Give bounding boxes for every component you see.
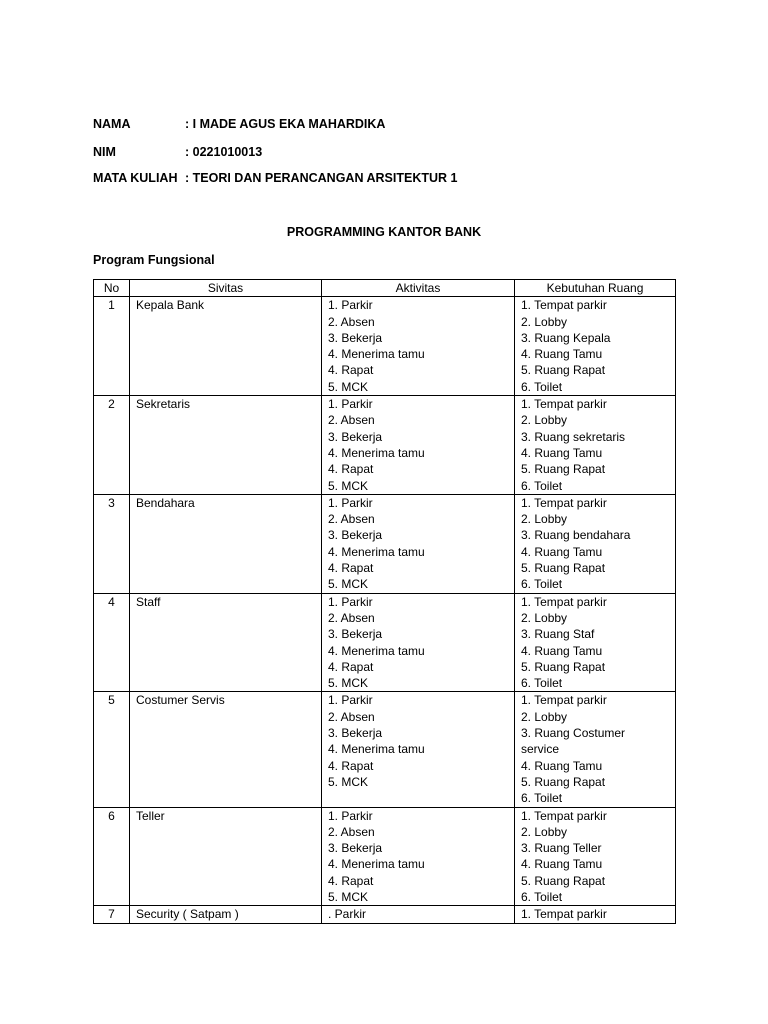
kebutuhan-cell xyxy=(515,906,676,923)
kebutuhan-cell xyxy=(515,807,676,906)
row-number: 6 xyxy=(94,807,130,906)
kebutuhan-item: 1. Tempat parkir xyxy=(521,808,607,823)
kebutuhan-item: 2. Lobby xyxy=(521,413,568,428)
kebutuhan-item: 3. Ruang sekretaris xyxy=(521,429,626,444)
kebutuhan-item: 1. Tempat parkir xyxy=(521,907,607,922)
kebutuhan-item: 4. Ruang Tamu xyxy=(521,445,603,460)
aktivitas-item: 3. Bekerja xyxy=(328,330,383,345)
column-header-kebutuhan: Kebutuhan Ruang xyxy=(515,280,676,297)
aktivitas-item: 4. Menerima tamu xyxy=(328,643,425,658)
kebutuhan-item: 2. Lobby xyxy=(521,709,568,724)
table-row xyxy=(94,692,676,807)
table-row xyxy=(94,906,676,923)
aktivitas-item: 2. Absen xyxy=(328,824,375,839)
aktivitas-item: 2. Absen xyxy=(328,413,375,428)
aktivitas-cell xyxy=(322,906,515,923)
aktivitas-item: 2. Absen xyxy=(328,512,375,527)
kebutuhan-item: 5. Ruang Rapat xyxy=(521,873,606,888)
kebutuhan-item: 3. Ruang bendahara xyxy=(521,528,631,543)
aktivitas-item: 4. Rapat xyxy=(328,561,374,576)
row-number: 4 xyxy=(94,593,130,692)
mata-kuliah-row xyxy=(93,171,458,185)
aktivitas-item: 2. Absen xyxy=(328,314,375,329)
mata-kuliah-value: : TEORI DAN PERANCANGAN ARSITEKTUR 1 xyxy=(185,171,458,185)
kebutuhan-item: 4. Ruang Tamu xyxy=(521,643,603,658)
aktivitas-item: 2. Absen xyxy=(328,709,375,724)
kebutuhan-item: 5. Ruang Rapat xyxy=(521,774,606,789)
aktivitas-item: 4. Rapat xyxy=(328,363,374,378)
aktivitas-item: 1. Parkir xyxy=(328,693,373,708)
section-subtitle: Program Fungsional xyxy=(93,253,215,267)
kebutuhan-item: 5. Ruang Rapat xyxy=(521,462,606,477)
table-row xyxy=(94,297,676,396)
sivitas-cell: Teller xyxy=(130,807,322,906)
kebutuhan-item: 5. Ruang Rapat xyxy=(521,363,606,378)
aktivitas-item: 5. MCK xyxy=(328,889,369,904)
row-number: 2 xyxy=(94,396,130,495)
kebutuhan-cell xyxy=(515,494,676,593)
kebutuhan-item: 4. Ruang Tamu xyxy=(521,758,603,773)
aktivitas-item: 4. Menerima tamu xyxy=(328,347,425,362)
aktivitas-item: 4. Menerima tamu xyxy=(328,445,425,460)
column-header-aktivitas: Aktivitas xyxy=(322,280,515,297)
sivitas-cell: Sekretaris xyxy=(130,396,322,495)
mata-kuliah-label: MATA KULIAH xyxy=(93,171,178,185)
kebutuhan-item: 1. Tempat parkir xyxy=(521,397,607,412)
kebutuhan-item: 3. Ruang Costumer xyxy=(521,726,626,741)
kebutuhan-item: 6. Toilet xyxy=(521,478,563,493)
kebutuhan-item: 6. Toilet xyxy=(521,676,563,691)
kebutuhan-item: 6. Toilet xyxy=(521,577,563,592)
aktivitas-item: 5. MCK xyxy=(328,676,369,691)
kebutuhan-item: 3. Ruang Kepala xyxy=(521,330,611,345)
kebutuhan-cell xyxy=(515,396,676,495)
aktivitas-item: . Parkir xyxy=(328,907,367,922)
aktivitas-item: 4. Menerima tamu xyxy=(328,857,425,872)
kebutuhan-item: 1. Tempat parkir xyxy=(521,298,607,313)
sivitas-cell: Security ( Satpam ) xyxy=(130,906,322,923)
aktivitas-item: 3. Bekerja xyxy=(328,429,383,444)
kebutuhan-item: 6. Toilet xyxy=(521,379,563,394)
table-row xyxy=(94,494,676,593)
kebutuhan-cell xyxy=(515,692,676,807)
aktivitas-cell xyxy=(322,494,515,593)
sivitas-cell: Kepala Bank xyxy=(130,297,322,396)
kebutuhan-item: 4. Ruang Tamu xyxy=(521,544,603,559)
aktivitas-cell xyxy=(322,692,515,807)
kebutuhan-item: 2. Lobby xyxy=(521,314,568,329)
nim-value: : 0221010013 xyxy=(185,145,263,159)
aktivitas-item: 4. Rapat xyxy=(328,873,374,888)
table-row xyxy=(94,807,676,906)
kebutuhan-item: 6. Toilet xyxy=(521,889,563,904)
kebutuhan-item: 1. Tempat parkir xyxy=(521,495,607,510)
column-header-no: No xyxy=(94,280,130,297)
aktivitas-item: 4. Menerima tamu xyxy=(328,544,425,559)
column-header-sivitas: Sivitas xyxy=(130,280,322,297)
row-number: 1 xyxy=(94,297,130,396)
kebutuhan-item: 5. Ruang Rapat xyxy=(521,561,606,576)
aktivitas-item: 3. Bekerja xyxy=(328,528,383,543)
aktivitas-item: 5. MCK xyxy=(328,774,369,789)
kebutuhan-item: 4. Ruang Tamu xyxy=(521,347,603,362)
aktivitas-item: 4. Rapat xyxy=(328,758,374,773)
sivitas-cell: Staff xyxy=(130,593,322,692)
aktivitas-item: 2. Absen xyxy=(328,610,375,625)
aktivitas-item: 1. Parkir xyxy=(328,594,373,609)
aktivitas-item: 1. Parkir xyxy=(328,495,373,510)
aktivitas-item: 1. Parkir xyxy=(328,298,373,313)
nim-row xyxy=(93,145,263,159)
aktivitas-item: 3. Bekerja xyxy=(328,726,383,741)
kebutuhan-item: 1. Tempat parkir xyxy=(521,693,607,708)
page-title: PROGRAMMING KANTOR BANK xyxy=(286,225,482,239)
aktivitas-item: 4. Menerima tamu xyxy=(328,742,425,757)
aktivitas-cell xyxy=(322,396,515,495)
sivitas-cell: Bendahara xyxy=(130,494,322,593)
kebutuhan-item: 2. Lobby xyxy=(521,610,568,625)
table-body xyxy=(94,297,676,923)
aktivitas-cell xyxy=(322,297,515,396)
kebutuhan-item: 4. Ruang Tamu xyxy=(521,857,603,872)
nama-row xyxy=(93,117,386,131)
row-number: 7 xyxy=(94,906,130,923)
table-row xyxy=(94,593,676,692)
kebutuhan-item: 1. Tempat parkir xyxy=(521,594,607,609)
kebutuhan-item: service xyxy=(521,742,560,757)
aktivitas-item: 3. Bekerja xyxy=(328,841,383,856)
aktivitas-item: 5. MCK xyxy=(328,379,369,394)
aktivitas-item: 4. Rapat xyxy=(328,659,374,674)
nim-label: NIM xyxy=(93,145,116,159)
aktivitas-item: 1. Parkir xyxy=(328,808,373,823)
kebutuhan-item: 5. Ruang Rapat xyxy=(521,659,606,674)
row-number: 3 xyxy=(94,494,130,593)
kebutuhan-item: 6. Toilet xyxy=(521,791,563,806)
kebutuhan-item: 2. Lobby xyxy=(521,824,568,839)
kebutuhan-cell xyxy=(515,593,676,692)
kebutuhan-item: 3. Ruang Teller xyxy=(521,841,602,856)
aktivitas-cell xyxy=(322,807,515,906)
kebutuhan-item: 2. Lobby xyxy=(521,512,568,527)
sivitas-cell: Costumer Servis xyxy=(130,692,322,807)
row-number: 5 xyxy=(94,692,130,807)
aktivitas-item: 3. Bekerja xyxy=(328,627,383,642)
kebutuhan-item: 3. Ruang Staf xyxy=(521,627,595,642)
aktivitas-item: 5. MCK xyxy=(328,478,369,493)
nama-label: NAMA xyxy=(93,117,131,131)
program-table xyxy=(93,279,676,924)
kebutuhan-cell xyxy=(515,297,676,396)
nama-value: : I MADE AGUS EKA MAHARDIKA xyxy=(185,117,386,131)
aktivitas-item: 1. Parkir xyxy=(328,397,373,412)
table-header-row xyxy=(94,280,676,297)
aktivitas-item: 5. MCK xyxy=(328,577,369,592)
aktivitas-cell xyxy=(322,593,515,692)
aktivitas-item: 4. Rapat xyxy=(328,462,374,477)
table-row xyxy=(94,396,676,495)
